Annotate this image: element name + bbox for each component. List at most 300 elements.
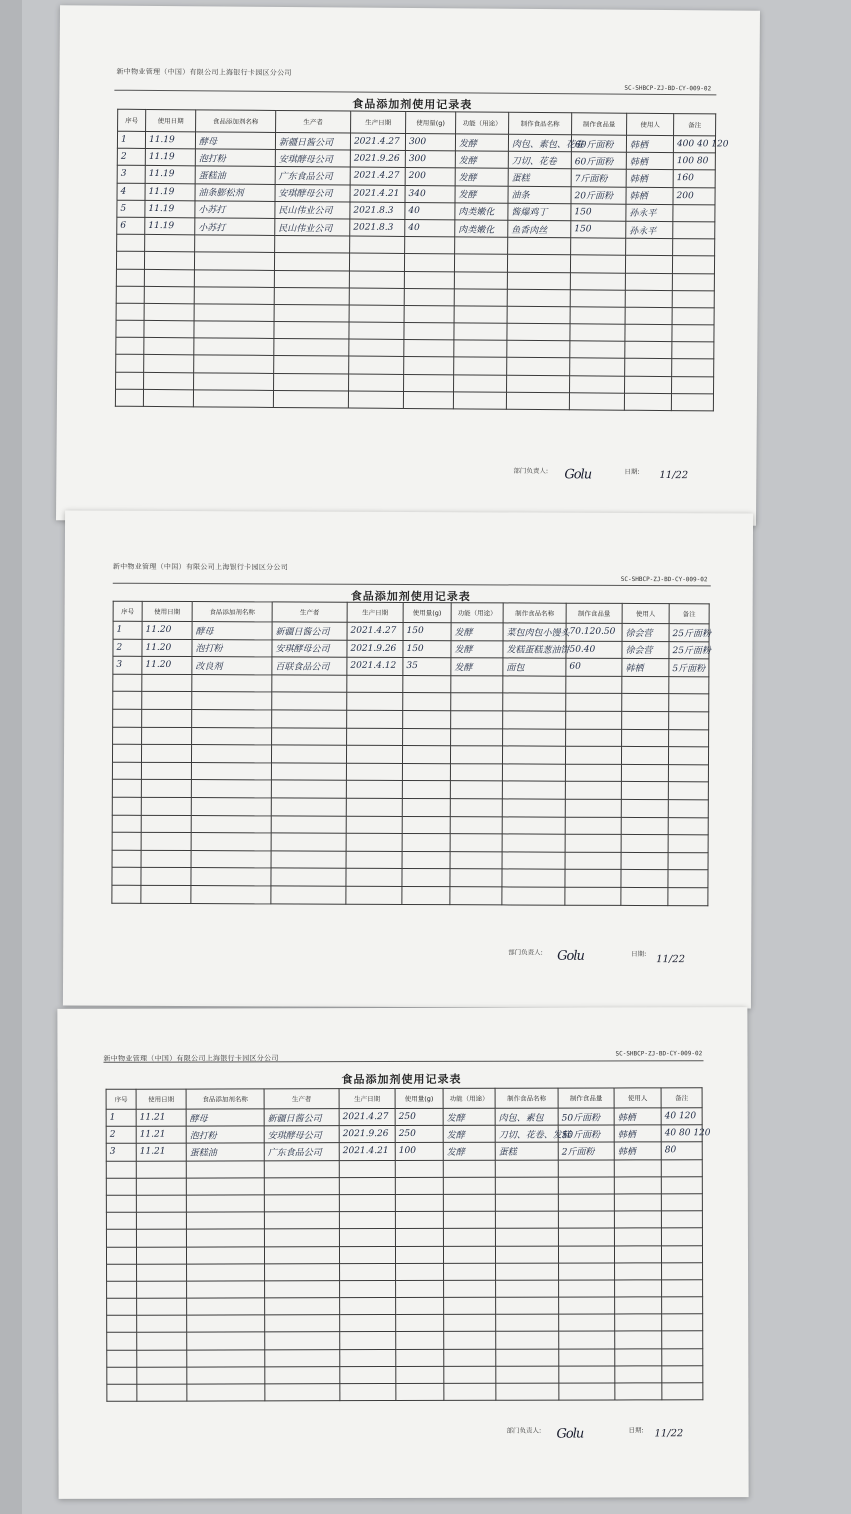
empty-cell: [137, 1350, 187, 1367]
empty-cell: [265, 1332, 340, 1349]
empty-cell: [569, 393, 624, 411]
empty-table-row: [106, 1245, 702, 1264]
empty-cell: [396, 1349, 444, 1366]
empty-cell: [274, 253, 349, 271]
cell-user: 韩栖: [614, 1108, 661, 1125]
empty-cell: [503, 728, 566, 746]
empty-cell: [402, 869, 450, 887]
column-header-mfg-date: 生产日期: [351, 111, 406, 133]
empty-cell: [672, 376, 714, 394]
cell-food: 油条: [508, 186, 571, 204]
empty-cell: [194, 338, 274, 356]
empty-cell: [116, 355, 144, 372]
empty-cell: [565, 887, 621, 905]
empty-cell: [339, 1229, 395, 1246]
cell-user: 韩栖: [622, 659, 669, 677]
empty-cell: [454, 357, 507, 375]
empty-cell: [115, 389, 143, 406]
cell-food: 肉包、素包、花卷: [508, 134, 571, 152]
empty-cell: [349, 374, 404, 392]
cell-function: 发酵: [451, 623, 503, 641]
empty-cell: [503, 693, 566, 711]
empty-cell: [404, 271, 454, 289]
empty-cell: [265, 1298, 340, 1315]
cell-amount: 35: [403, 658, 451, 676]
empty-cell: [507, 272, 570, 290]
cell-user: 孙永平: [626, 221, 673, 239]
empty-cell: [444, 1383, 496, 1400]
cell-mfg-date: 2021.8.3: [350, 202, 405, 220]
column-header-mfg-date: 生产日期: [347, 602, 403, 622]
empty-cell: [191, 762, 271, 780]
empty-cell: [443, 1229, 495, 1246]
empty-cell: [615, 1263, 662, 1280]
empty-cell: [625, 273, 672, 291]
cell-food-qty: 2斤面粉: [558, 1142, 614, 1159]
empty-cell: [137, 1333, 187, 1350]
empty-cell: [349, 305, 404, 323]
cell-seq: 1: [117, 131, 145, 148]
cell-remark: 400 40 120: [673, 136, 715, 154]
empty-cell: [565, 746, 621, 764]
cell-date: 11.19: [145, 183, 195, 201]
cell-mfg-date: 2021.4.27: [350, 167, 405, 185]
empty-cell: [496, 1280, 559, 1297]
empty-cell: [274, 339, 349, 357]
cell-producer: 安琪酵母公司: [275, 184, 350, 202]
empty-table-row: [107, 1297, 703, 1316]
empty-cell: [454, 306, 507, 324]
cell-function: 发酵: [455, 168, 508, 186]
empty-cell: [621, 835, 668, 853]
empty-cell: [454, 271, 507, 289]
document-number: SC-SHBCP-ZJ-BD-CY-009-02: [615, 1050, 703, 1058]
empty-cell: [570, 375, 625, 393]
empty-cell: [451, 711, 503, 729]
empty-cell: [141, 885, 191, 903]
cell-remark: 25斤面粉: [669, 624, 709, 642]
cell-function: 发酵: [455, 185, 508, 203]
empty-cell: [274, 287, 349, 305]
cell-mfg-date: 2021.9.26: [339, 1126, 395, 1143]
empty-cell: [272, 675, 347, 693]
empty-cell: [450, 869, 502, 887]
column-header-additive: 食品添加剂名称: [186, 1089, 264, 1109]
empty-cell: [116, 320, 144, 337]
empty-cell: [193, 390, 273, 408]
empty-cell: [141, 868, 191, 886]
empty-cell: [453, 392, 506, 410]
cell-additive: 改良剂: [192, 657, 272, 675]
empty-cell: [451, 728, 503, 746]
dept-head-label: 部门负责人:: [506, 1426, 542, 1435]
empty-cell: [570, 358, 625, 376]
empty-cell: [271, 886, 346, 904]
cell-function: 肉类嫩化: [455, 220, 508, 238]
empty-cell: [496, 1297, 559, 1314]
empty-cell: [347, 675, 403, 693]
cell-producer: 安琪酵母公司: [264, 1126, 339, 1143]
cell-seq: 1: [113, 621, 142, 639]
empty-cell: [672, 256, 714, 274]
empty-cell: [672, 290, 714, 308]
empty-cell: [661, 1228, 702, 1245]
cell-function: 发酵: [455, 134, 508, 152]
empty-cell: [668, 800, 708, 818]
empty-cell: [145, 235, 195, 253]
cell-seq: 2: [106, 1126, 136, 1143]
empty-cell: [443, 1160, 495, 1177]
empty-cell: [106, 1247, 136, 1264]
empty-cell: [340, 1315, 396, 1332]
empty-cell: [349, 356, 404, 374]
empty-cell: [187, 1281, 265, 1298]
empty-cell: [570, 341, 625, 359]
empty-cell: [144, 372, 194, 390]
empty-cell: [144, 269, 194, 287]
column-header-additive: 食品添加剂名称: [196, 110, 276, 133]
empty-cell: [404, 323, 454, 341]
date-label: 日期:: [624, 467, 640, 476]
empty-cell: [615, 1280, 662, 1297]
empty-cell: [265, 1384, 340, 1401]
dept-head-signature: Golu: [557, 948, 584, 964]
cell-producer: 民山伟业公司: [275, 201, 350, 219]
empty-cell: [271, 780, 346, 798]
empty-cell: [107, 1333, 137, 1350]
empty-cell: [625, 324, 672, 342]
empty-cell: [559, 1331, 615, 1348]
empty-cell: [570, 307, 625, 325]
empty-cell: [191, 868, 271, 886]
cell-food-qty: 50斤面粉: [558, 1108, 614, 1125]
dept-head-signature: Golu: [556, 1426, 584, 1442]
empty-cell: [403, 728, 451, 746]
empty-cell: [192, 727, 272, 745]
date-value: 11/22: [654, 1428, 684, 1440]
cell-producer: 新疆日酱公司: [264, 1109, 339, 1126]
empty-cell: [559, 1366, 615, 1383]
empty-cell: [339, 1246, 395, 1263]
empty-table-row: [107, 1314, 703, 1333]
empty-cell: [137, 1264, 187, 1281]
empty-cell: [571, 238, 626, 256]
empty-cell: [113, 709, 142, 727]
empty-cell: [622, 676, 669, 694]
record-sheet-3: [57, 1007, 748, 1499]
empty-cell: [496, 1366, 559, 1383]
empty-cell: [346, 851, 402, 869]
empty-cell: [264, 1160, 339, 1177]
date-label: 日期:: [631, 949, 647, 959]
dept-head-signature: Golu: [564, 467, 592, 483]
empty-cell: [570, 255, 625, 273]
empty-cell: [265, 1315, 340, 1332]
empty-cell: [116, 337, 144, 354]
empty-cell: [191, 833, 271, 851]
cell-date: 11.20: [142, 657, 192, 675]
column-header-function: 功能（用途）: [451, 603, 503, 623]
cell-mfg-date: 2021.4.27: [339, 1109, 395, 1126]
cell-date: 11.21: [136, 1126, 186, 1143]
cell-remark: 80: [661, 1142, 702, 1159]
empty-cell: [264, 1246, 339, 1263]
cell-user: 徐会营: [622, 641, 669, 659]
empty-cell: [192, 692, 272, 710]
empty-cell: [107, 1350, 137, 1367]
column-header-additive: 食品添加剂名称: [192, 602, 272, 622]
cell-function: 肉类嫩化: [455, 203, 508, 221]
empty-table-row: [106, 1228, 702, 1247]
empty-cell: [346, 816, 402, 834]
empty-cell: [615, 1348, 662, 1365]
dept-head-label: 部门负责人:: [513, 466, 549, 476]
empty-cell: [112, 815, 141, 833]
empty-cell: [141, 850, 191, 868]
cell-remark: 5斤面粉: [669, 659, 709, 677]
cell-user: 韩栖: [626, 187, 673, 205]
header-row: [113, 601, 709, 624]
empty-cell: [117, 234, 145, 251]
cell-additive: 蛋糕油: [195, 166, 275, 184]
empty-cell: [264, 1195, 339, 1212]
table-row: [106, 1125, 702, 1144]
empty-cell: [624, 393, 671, 411]
empty-cell: [116, 372, 144, 389]
empty-cell: [340, 1349, 396, 1366]
empty-cell: [136, 1178, 186, 1195]
cell-function: 发酵: [455, 151, 508, 169]
cell-producer: 民山伟业公司: [275, 218, 350, 236]
cell-date: 11.19: [145, 166, 195, 184]
empty-cell: [264, 1177, 339, 1194]
empty-cell: [271, 851, 346, 869]
cell-producer: 安琪酵母公司: [272, 639, 347, 657]
empty-cell: [444, 1315, 496, 1332]
empty-cell: [668, 764, 708, 782]
empty-cell: [194, 269, 274, 287]
cell-amount: 300: [405, 151, 455, 169]
cell-seq: 1: [106, 1109, 136, 1126]
cell-amount: 340: [405, 185, 455, 203]
empty-cell: [395, 1212, 443, 1229]
cell-amount: 250: [395, 1108, 443, 1125]
empty-cell: [141, 797, 191, 815]
empty-cell: [194, 321, 274, 339]
empty-cell: [668, 852, 708, 870]
column-header-user: 使用人: [627, 113, 674, 135]
empty-cell: [661, 1176, 702, 1193]
empty-cell: [275, 236, 350, 254]
empty-cell: [450, 887, 502, 905]
empty-cell: [265, 1366, 340, 1383]
empty-cell: [495, 1177, 558, 1194]
column-header-user: 使用人: [622, 603, 669, 623]
cell-producer: 广东食品公司: [275, 167, 350, 185]
empty-cell: [404, 357, 454, 375]
empty-cell: [669, 694, 709, 712]
empty-cell: [191, 850, 271, 868]
empty-cell: [625, 359, 672, 377]
column-header-food-qty: 制作食品量: [566, 603, 622, 623]
cell-food-qty: 60: [566, 658, 622, 676]
cell-date: 11.19: [145, 200, 195, 218]
empty-cell: [107, 1298, 137, 1315]
empty-cell: [340, 1263, 396, 1280]
cell-remark: 160: [673, 170, 715, 188]
cell-mfg-date: 2021.4.21: [350, 185, 405, 203]
empty-cell: [507, 289, 570, 307]
empty-cell: [272, 692, 347, 710]
empty-cell: [136, 1247, 186, 1264]
empty-cell: [271, 868, 346, 886]
empty-cell: [264, 1229, 339, 1246]
empty-cell: [346, 745, 402, 763]
cell-user: 韩栖: [626, 152, 673, 170]
empty-cell: [187, 1367, 265, 1384]
empty-cell: [141, 744, 191, 762]
empty-cell: [496, 1349, 559, 1366]
cell-amount: 150: [403, 622, 451, 640]
empty-cell: [626, 238, 673, 256]
additive-log-table: [106, 1087, 711, 1402]
empty-cell: [186, 1212, 264, 1229]
empty-cell: [340, 1384, 396, 1401]
empty-cell: [558, 1177, 614, 1194]
cell-function: 发酵: [443, 1108, 495, 1125]
cell-food-qty: 60斤面粉: [571, 152, 626, 170]
empty-cell: [625, 256, 672, 274]
cell-user: 韩栖: [614, 1142, 661, 1159]
empty-table-row: [107, 1331, 703, 1350]
empty-cell: [396, 1263, 444, 1280]
empty-cell: [566, 694, 622, 712]
empty-cell: [622, 694, 669, 712]
empty-cell: [454, 374, 507, 392]
empty-cell: [339, 1212, 395, 1229]
empty-cell: [444, 1332, 496, 1349]
cell-date: 11.20: [142, 639, 192, 657]
empty-cell: [451, 675, 503, 693]
column-header-function: 功能（用途）: [456, 112, 509, 134]
empty-cell: [502, 799, 565, 817]
empty-cell: [615, 1331, 662, 1348]
empty-cell: [503, 711, 566, 729]
empty-table-row: [106, 1211, 702, 1230]
empty-cell: [662, 1348, 703, 1365]
empty-cell: [614, 1245, 661, 1262]
empty-cell: [273, 390, 348, 408]
cell-food: 菜包肉包小馒头: [503, 623, 566, 641]
cell-remark: [673, 204, 715, 222]
empty-cell: [187, 1384, 265, 1401]
empty-cell: [112, 850, 141, 868]
empty-cell: [395, 1160, 443, 1177]
empty-cell: [402, 834, 450, 852]
empty-cell: [340, 1280, 396, 1297]
cell-food: 发糕蛋糕葱油饼: [503, 641, 566, 659]
empty-cell: [144, 355, 194, 373]
empty-cell: [191, 780, 271, 798]
cell-producer: 安琪酵母公司: [275, 150, 350, 168]
cell-additive: 小苏打: [195, 201, 275, 219]
empty-cell: [395, 1229, 443, 1246]
empty-cell: [187, 1332, 265, 1349]
cell-food: 蛋糕: [495, 1142, 558, 1159]
empty-cell: [668, 870, 708, 888]
cell-additive: 小苏打: [195, 218, 275, 236]
empty-cell: [346, 763, 402, 781]
dept-head-label: 部门负责人:: [508, 948, 543, 957]
empty-cell: [107, 1264, 137, 1281]
empty-cell: [402, 763, 450, 781]
cell-food-qty: 150: [571, 204, 626, 222]
empty-cell: [662, 1280, 703, 1297]
empty-cell: [403, 693, 451, 711]
empty-cell: [144, 320, 194, 338]
company-name: 新中物业管理（中国）有限公司上海银行卡园区分公司: [116, 67, 292, 78]
empty-cell: [615, 1366, 662, 1383]
date-value: 11/22: [659, 469, 689, 482]
empty-cell: [662, 1383, 703, 1400]
cell-additive: 油条膨松剂: [195, 183, 275, 201]
empty-cell: [194, 355, 274, 373]
cell-amount: 40: [405, 202, 455, 220]
empty-cell: [668, 888, 708, 906]
empty-cell: [141, 780, 191, 798]
empty-cell: [350, 236, 405, 254]
empty-cell: [186, 1160, 264, 1177]
empty-cell: [144, 286, 194, 304]
column-header-amount: 使用量(g): [403, 602, 451, 622]
empty-cell: [444, 1280, 496, 1297]
cell-mfg-date: 2021.8.3: [350, 219, 405, 237]
column-header-producer: 生产者: [276, 110, 351, 133]
empty-cell: [495, 1194, 558, 1211]
empty-cell: [662, 1297, 703, 1314]
empty-cell: [349, 322, 404, 340]
empty-cell: [404, 254, 454, 272]
empty-cell: [112, 744, 141, 762]
cell-user: 孙永平: [626, 204, 673, 222]
empty-cell: [444, 1263, 496, 1280]
column-header-remark: 备注: [661, 1088, 702, 1108]
empty-cell: [264, 1212, 339, 1229]
empty-cell: [570, 324, 625, 342]
cell-seq: 2: [117, 148, 145, 165]
empty-cell: [194, 252, 274, 270]
cell-food-qty: 70.120.50: [566, 623, 622, 641]
empty-cell: [191, 745, 271, 763]
empty-cell: [340, 1366, 396, 1383]
empty-cell: [339, 1160, 395, 1177]
empty-cell: [142, 727, 192, 745]
cell-seq: 3: [106, 1144, 136, 1161]
column-header-food: 制作食品名称: [503, 603, 566, 623]
empty-cell: [669, 712, 709, 730]
empty-cell: [106, 1178, 136, 1195]
empty-cell: [272, 727, 347, 745]
record-sheet-2: [63, 511, 753, 1009]
table-row: [106, 1142, 702, 1161]
empty-cell: [274, 304, 349, 322]
empty-cell: [443, 1194, 495, 1211]
empty-cell: [672, 342, 714, 360]
cell-mfg-date: 2021.4.12: [347, 657, 403, 675]
cell-function: 发酵: [443, 1143, 495, 1160]
empty-cell: [347, 710, 403, 728]
empty-cell: [349, 253, 404, 271]
